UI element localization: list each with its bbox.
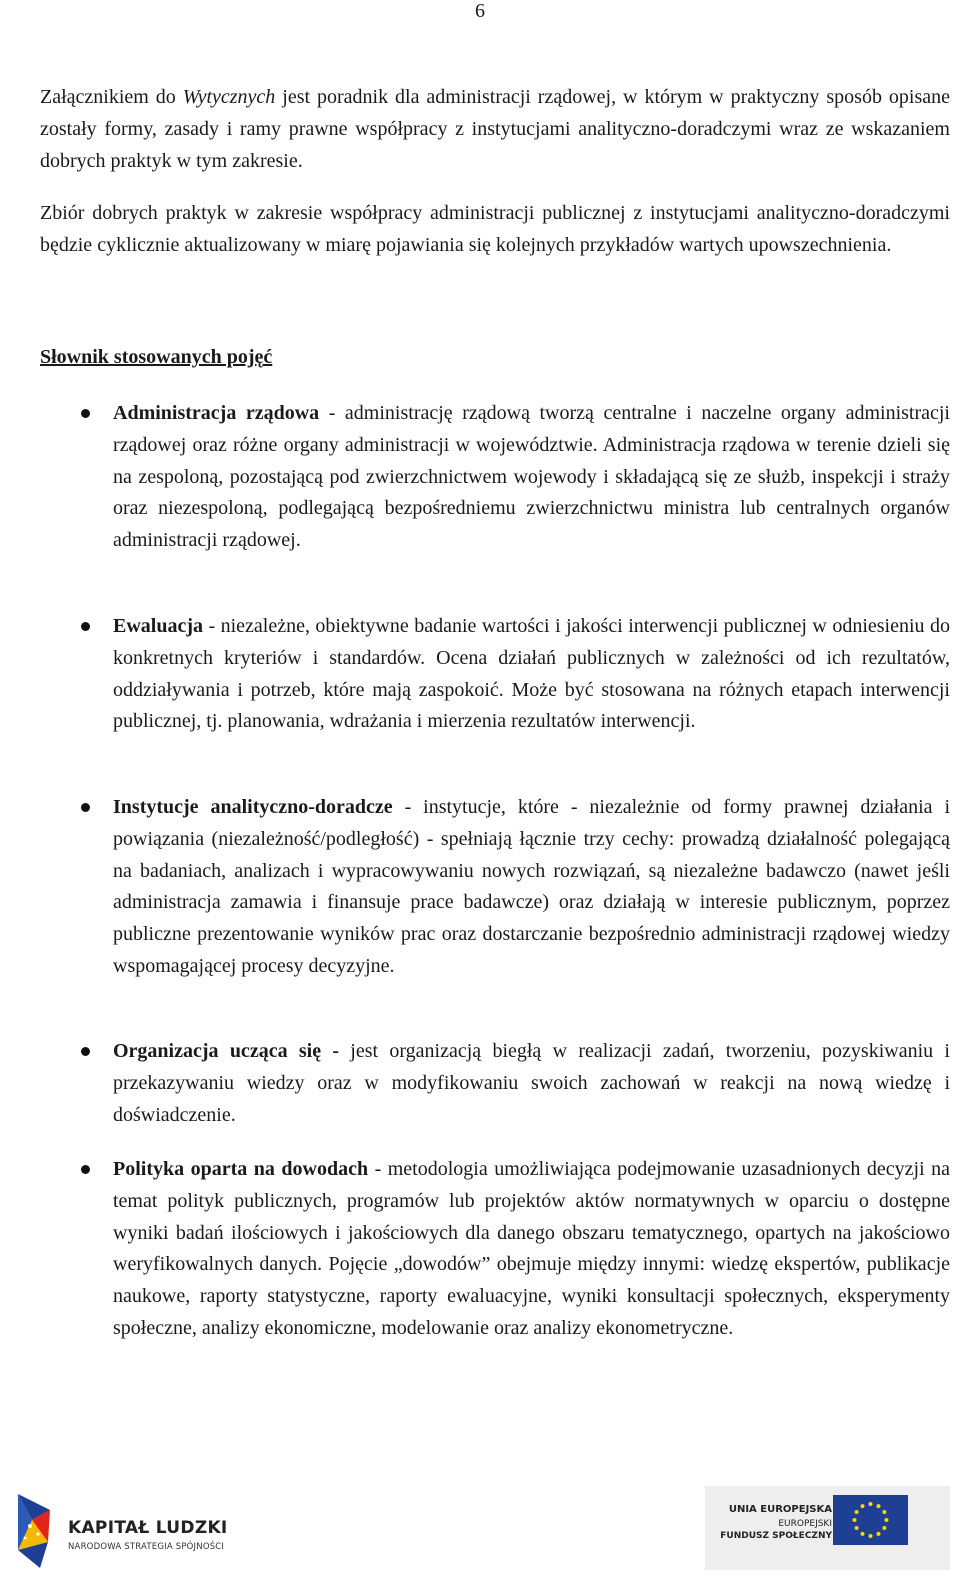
glossary-item bbox=[40, 792, 950, 983]
intro-text-2: jest poradnik dla administracji rządowej, w którym w praktyczny sposób opisane zostały formy, zasady i ramy prawne współpracy z instytucjami analityczno-doradczymi wraz ze wskazaniem dobrych praktyk w tym zakresie. bbox=[40, 86, 950, 172]
eu-logo-line-1: UNIA EUROPEJSKA bbox=[728, 1504, 832, 1515]
bullet-icon bbox=[81, 803, 90, 812]
glossary-item-text bbox=[113, 1036, 950, 1131]
bullet-icon bbox=[81, 622, 90, 631]
intro-text-1: Załącznikiem do bbox=[40, 86, 183, 108]
glossary-term: Instytucje analityczno-doradcze bbox=[113, 796, 393, 818]
glossary-definition: - niezależne, obiektywne badanie wartości i jakości interwencji publicznej w odniesieniu do konkretnych kryteriów i standardów. Ocena działań publicznych w zależności od ich rezultatów, oddziaływania i potrzeb, które mają zaspokoić. Może być stosowana na różnych etapach interwencji publicznej, tj. planowania, wdrażania i mierzenia rezultatów interwencji. bbox=[113, 615, 950, 733]
eu-flag-icon bbox=[833, 1495, 908, 1545]
kapital-ludzki-subtitle: NARODOWA STRATEGIA SPÓJNOŚCI bbox=[68, 1542, 225, 1552]
glossary-term: Organizacja ucząca się - bbox=[113, 1040, 340, 1062]
bullet-icon bbox=[81, 409, 90, 418]
intro-paragraph-2: Zbiór dobrych praktyk w zakresie współpracy administracji publicznej z instytucjami analityczno-doradczymi będzie cyklicznie aktualizowany w miarę pojawiania się kolejnych przykładów wartych upowszechnienia. bbox=[40, 202, 950, 256]
glossary-item bbox=[40, 1036, 950, 1131]
glossary-definition: jest organizacją biegłą w realizacji zadań, tworzeniu, pozyskiwaniu i przekazywaniu wiedzy oraz w modyfikowaniu swoich zachowań w reakcji na nową wiedzę i doświadczenie. bbox=[113, 1040, 950, 1126]
glossary-item bbox=[40, 398, 950, 557]
glossary-heading: Słownik stosowanych pojęć bbox=[40, 346, 273, 368]
glossary-term: Polityka oparta na dowodach bbox=[113, 1158, 369, 1180]
glossary-term: Ewaluacja bbox=[113, 615, 203, 637]
eu-logo-line-3: FUNDUSZ SPOŁECZNY bbox=[720, 1531, 832, 1541]
bullet-icon bbox=[81, 1047, 90, 1056]
page-number: 6 bbox=[475, 0, 485, 22]
glossary-item-text bbox=[113, 792, 950, 983]
glossary-definition: - instytucje, które - niezależnie od formy prawnej działania i powiązania (niezależność/podległość) - spełniają łącznie trzy cechy: prowadzą działalność polegającą na badaniach, analizach i wypracowywaniu nowych rozwiązań, są niezależne badawczo (nawet jeśli administracja zamawia i finansuje prace badawcze) oraz działają w interesie publicznym, poprzez publiczne prezentowanie wyników prac oraz dostarczanie bezpośrednio administracji rządowej wiedzy wspomagającej procesy decyzyjne. bbox=[113, 796, 950, 977]
glossary-item bbox=[40, 611, 950, 738]
kapital-ludzki-star-icon bbox=[10, 1490, 62, 1570]
glossary-item bbox=[40, 1154, 950, 1345]
kapital-ludzki-logo bbox=[10, 1490, 250, 1570]
eu-logo-line-2: EUROPEJSKI bbox=[778, 1519, 832, 1529]
glossary-definition: - administrację rządową tworzą centralne i naczelne organy administracji rządowej oraz różne organy administracji w województwie. Administracja rządowa w terenie dzieli się na zespoloną, pozostającą pod zwierzchnictwem wojewody i składającą się ze służb, inspekcji i straży oraz niezespoloną, podlegającą bezpośredniemu zwierzchnictwu ministra lub centralnych organów administracji rządowej. bbox=[113, 402, 950, 552]
glossary-definition: - metodologia umożliwiająca podejmowanie uzasadnionych decyzji na temat polityk publicznych, programów lub projektów aktów normatywnych w oparciu o dostępne wyniki badań ilościowych i jakościowych dla danego obszaru tematycznego, opartych na jakościowo weryfikowalnych danych. Pojęcie „dowodów” obejmuje między innymi: wiedzę ekspertów, publikacje naukowe, raporty statystyczne, raporty ewaluacyjne, wyniki konsultacji społecznych, eksperymenty społeczne, analizy ekonomiczne, modelowanie oraz analizy ekonometryczne. bbox=[113, 1158, 950, 1339]
eu-logo bbox=[705, 1486, 950, 1570]
intro-paragraph-1 bbox=[40, 82, 950, 177]
intro-text-italic: Wytycznych bbox=[182, 86, 276, 108]
glossary-item-text bbox=[113, 1154, 950, 1345]
glossary-item-text bbox=[113, 611, 950, 738]
glossary-item-text bbox=[113, 398, 950, 557]
bullet-icon bbox=[81, 1165, 90, 1174]
kapital-ludzki-title: KAPITAŁ LUDZKI bbox=[68, 1518, 228, 1538]
glossary-term: Administracja rządowa bbox=[113, 402, 320, 424]
